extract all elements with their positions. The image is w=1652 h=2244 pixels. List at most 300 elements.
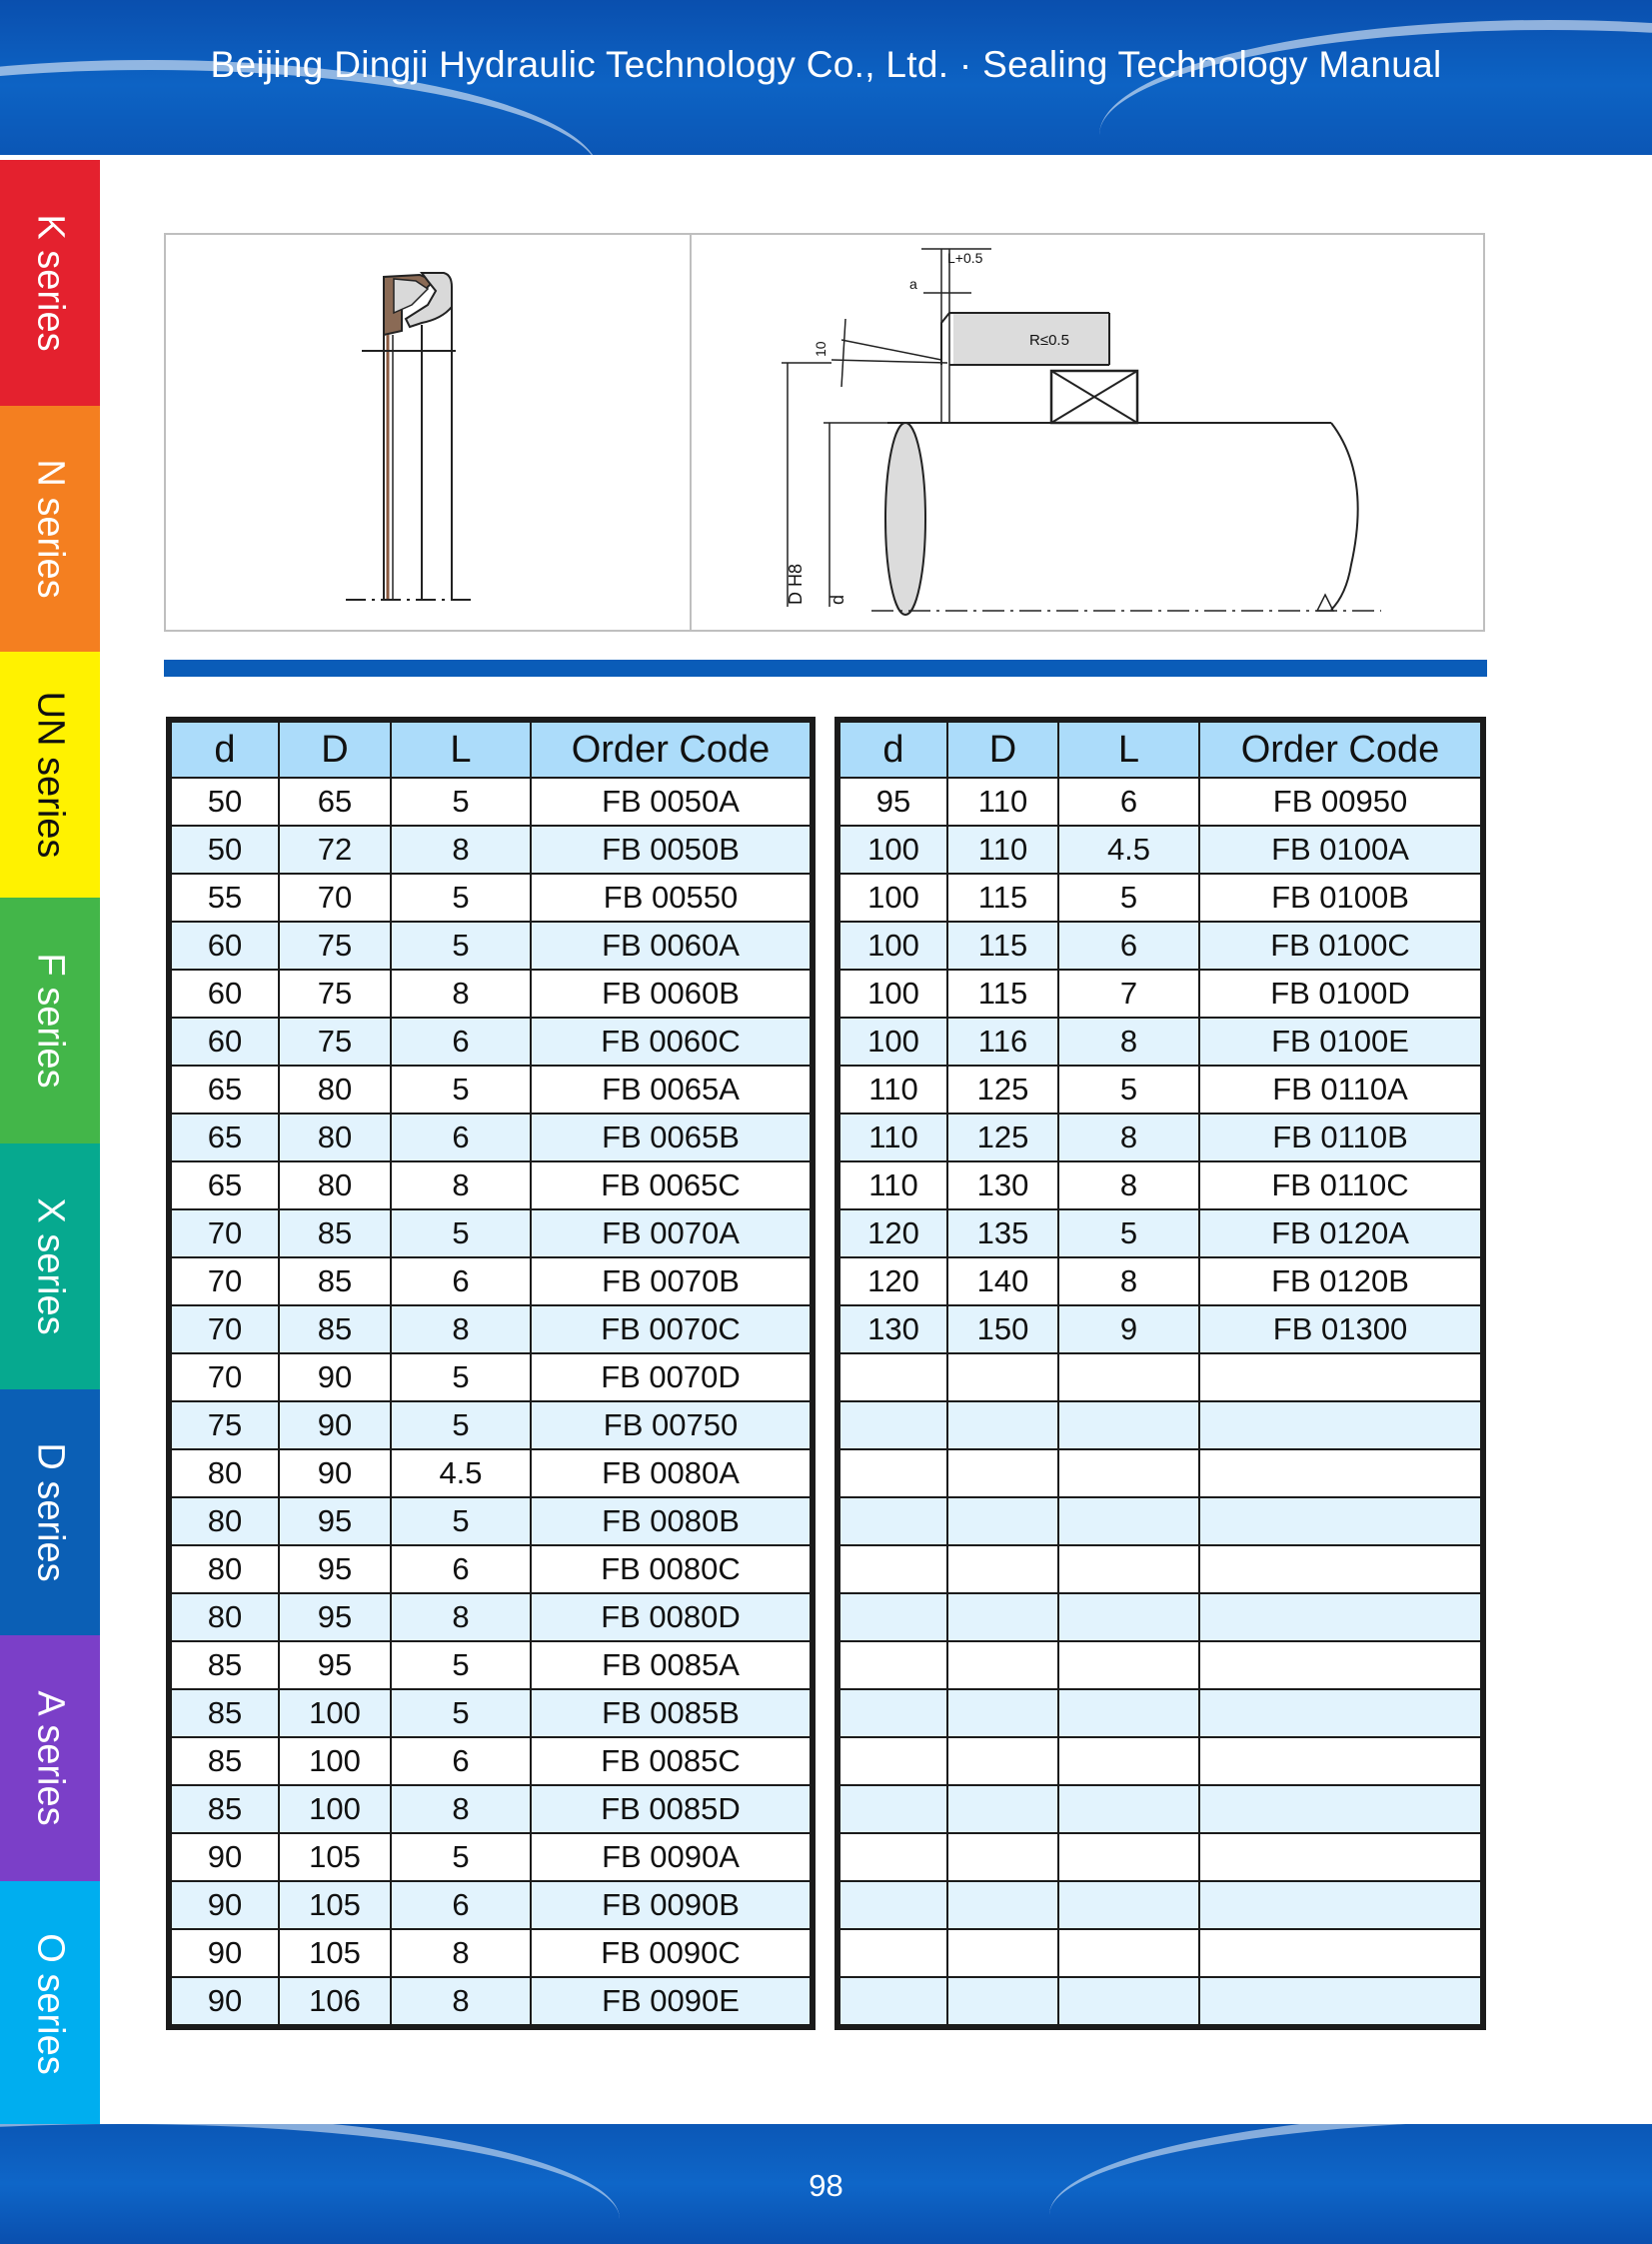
- cell-outer-diameter: 70: [279, 874, 391, 922]
- header-length: L: [391, 720, 531, 778]
- cell-order-code: FB 0090A: [531, 1833, 813, 1881]
- cell-length: 8: [391, 826, 531, 874]
- cell-order-code: FB 00950: [1199, 778, 1483, 826]
- cell-outer-diameter: 80: [279, 1161, 391, 1209]
- cell-outer-diameter: [947, 1929, 1058, 1977]
- cell-length: 8: [391, 1977, 531, 2027]
- cell-inner-diameter: 70: [169, 1209, 279, 1257]
- cell-outer-diameter: 80: [279, 1114, 391, 1161]
- cell-outer-diameter: 80: [279, 1066, 391, 1114]
- table-row: [837, 1737, 1483, 1785]
- cell-inner-diameter: 50: [169, 826, 279, 874]
- cell-order-code: FB 0100B: [1199, 874, 1483, 922]
- cell-order-code: [1199, 1641, 1483, 1689]
- cell-length: 5: [391, 1689, 531, 1737]
- cell-outer-diameter: [947, 1881, 1058, 1929]
- cell-order-code: FB 0110A: [1199, 1066, 1483, 1114]
- table-row: [837, 1066, 1483, 1114]
- cell-length: 6: [1058, 778, 1199, 826]
- cell-length: 6: [391, 1737, 531, 1785]
- cell-outer-diameter: [947, 1785, 1058, 1833]
- cell-outer-diameter: 115: [947, 970, 1058, 1018]
- cell-length: [1058, 1737, 1199, 1785]
- table-row: [837, 1833, 1483, 1881]
- table-row: [837, 922, 1483, 970]
- cell-order-code: [1199, 1593, 1483, 1641]
- cell-outer-diameter: 110: [947, 778, 1058, 826]
- cell-length: 6: [391, 1114, 531, 1161]
- cell-inner-diameter: 90: [169, 1833, 279, 1881]
- cell-order-code: [1199, 1977, 1483, 2027]
- cell-length: 5: [1058, 874, 1199, 922]
- cell-length: [1058, 1977, 1199, 2027]
- table-row: [169, 1833, 813, 1881]
- table-row: [169, 1209, 813, 1257]
- tab-k-series[interactable]: [0, 160, 100, 406]
- table-row: [169, 1018, 813, 1066]
- cell-inner-diameter: 65: [169, 1161, 279, 1209]
- cell-inner-diameter: [837, 1593, 947, 1641]
- table-row: [837, 1161, 1483, 1209]
- header-outer-diameter: D: [279, 720, 391, 778]
- table-row: [837, 1689, 1483, 1737]
- table-row: [169, 1689, 813, 1737]
- cell-order-code: [1199, 1497, 1483, 1545]
- cell-order-code: FB 0100D: [1199, 970, 1483, 1018]
- cell-outer-diameter: 125: [947, 1114, 1058, 1161]
- cell-inner-diameter: [837, 1785, 947, 1833]
- cell-inner-diameter: 70: [169, 1305, 279, 1353]
- cell-inner-diameter: 120: [837, 1209, 947, 1257]
- cell-length: [1058, 1641, 1199, 1689]
- tab-label: F series: [29, 953, 72, 1089]
- cell-inner-diameter: [837, 1881, 947, 1929]
- cell-length: 6: [391, 1881, 531, 1929]
- table-row: [837, 1641, 1483, 1689]
- size-table-right: [834, 717, 1486, 2030]
- cell-inner-diameter: [837, 1449, 947, 1497]
- cell-length: 5: [391, 1641, 531, 1689]
- cell-outer-diameter: 95: [279, 1497, 391, 1545]
- cell-outer-diameter: 75: [279, 970, 391, 1018]
- cell-outer-diameter: 95: [279, 1545, 391, 1593]
- cell-inner-diameter: 75: [169, 1401, 279, 1449]
- cell-outer-diameter: 95: [279, 1593, 391, 1641]
- cell-length: 4.5: [1058, 826, 1199, 874]
- table-row: [169, 1977, 813, 2027]
- cell-outer-diameter: 115: [947, 874, 1058, 922]
- cell-inner-diameter: 70: [169, 1353, 279, 1401]
- cell-inner-diameter: 85: [169, 1689, 279, 1737]
- cell-length: 8: [391, 1593, 531, 1641]
- cell-length: [1058, 1401, 1199, 1449]
- cell-inner-diameter: [837, 1737, 947, 1785]
- cell-inner-diameter: 80: [169, 1497, 279, 1545]
- table-row: [169, 826, 813, 874]
- tab-f-series[interactable]: [0, 898, 100, 1143]
- cell-length: 4.5: [391, 1449, 531, 1497]
- cell-length: 5: [391, 1833, 531, 1881]
- cell-length: 5: [391, 778, 531, 826]
- cell-length: 8: [1058, 1257, 1199, 1305]
- tab-label: UN series: [29, 691, 72, 859]
- table-row: [169, 1305, 813, 1353]
- cell-order-code: [1199, 1929, 1483, 1977]
- page-footer: [0, 2124, 1652, 2244]
- cell-inner-diameter: 80: [169, 1593, 279, 1641]
- table-row: [169, 1497, 813, 1545]
- cell-order-code: FB 0090E: [531, 1977, 813, 2027]
- cell-outer-diameter: 105: [279, 1929, 391, 1977]
- table-row: [169, 1114, 813, 1161]
- cell-length: 8: [391, 1161, 531, 1209]
- cell-order-code: FB 0085B: [531, 1689, 813, 1737]
- cell-order-code: [1199, 1689, 1483, 1737]
- cell-order-code: [1199, 1785, 1483, 1833]
- cell-outer-diameter: 95: [279, 1641, 391, 1689]
- cell-outer-diameter: 100: [279, 1737, 391, 1785]
- table-row: [837, 1785, 1483, 1833]
- cell-order-code: FB 0085A: [531, 1641, 813, 1689]
- header-length: L: [1058, 720, 1199, 778]
- cell-outer-diameter: 100: [279, 1689, 391, 1737]
- cell-length: [1058, 1593, 1199, 1641]
- table-row: [837, 1305, 1483, 1353]
- header-order-code: Order Code: [531, 720, 813, 778]
- table-row: [169, 970, 813, 1018]
- cell-inner-diameter: [837, 1497, 947, 1545]
- table-header-row: [169, 720, 813, 778]
- cell-outer-diameter: 85: [279, 1305, 391, 1353]
- cell-length: 5: [1058, 1066, 1199, 1114]
- cell-order-code: [1199, 1833, 1483, 1881]
- cell-outer-diameter: 72: [279, 826, 391, 874]
- cell-inner-diameter: 60: [169, 922, 279, 970]
- table-row: [169, 1161, 813, 1209]
- header-swoosh-right: [1099, 20, 1652, 155]
- cell-order-code: FB 0100E: [1199, 1018, 1483, 1066]
- header-outer-diameter: D: [947, 720, 1058, 778]
- cell-length: [1058, 1785, 1199, 1833]
- table-header-row: [837, 720, 1483, 778]
- cell-outer-diameter: 90: [279, 1353, 391, 1401]
- cell-length: 9: [1058, 1305, 1199, 1353]
- table-row: [837, 1209, 1483, 1257]
- cell-order-code: FB 0070A: [531, 1209, 813, 1257]
- table-row: [169, 1353, 813, 1401]
- cell-order-code: [1199, 1449, 1483, 1497]
- cell-inner-diameter: [837, 1401, 947, 1449]
- tab-x-series[interactable]: [0, 1143, 100, 1389]
- cell-length: [1058, 1545, 1199, 1593]
- table-row: [837, 1401, 1483, 1449]
- tab-d-series[interactable]: [0, 1389, 100, 1635]
- cell-outer-diameter: 85: [279, 1257, 391, 1305]
- cell-outer-diameter: 116: [947, 1018, 1058, 1066]
- section-divider-bar: [164, 660, 1487, 677]
- seal-cross-section-diagram: [166, 235, 690, 630]
- cell-outer-diameter: 115: [947, 922, 1058, 970]
- cell-length: 8: [391, 1305, 531, 1353]
- dim-label-a: a: [909, 276, 917, 292]
- installation-dimension-diagram: [692, 235, 1485, 630]
- cell-outer-diameter: [947, 1737, 1058, 1785]
- cell-outer-diameter: 90: [279, 1449, 391, 1497]
- page-header: [0, 0, 1652, 155]
- table-row: [837, 1353, 1483, 1401]
- cell-length: [1058, 1353, 1199, 1401]
- header-inner-diameter: d: [837, 720, 947, 778]
- table-row: [169, 1881, 813, 1929]
- tab-un-series[interactable]: [0, 652, 100, 898]
- cell-inner-diameter: 100: [837, 826, 947, 874]
- cell-inner-diameter: 110: [837, 1066, 947, 1114]
- cell-inner-diameter: 60: [169, 1018, 279, 1066]
- table-row: [169, 1449, 813, 1497]
- cell-inner-diameter: 110: [837, 1161, 947, 1209]
- cell-inner-diameter: 100: [837, 922, 947, 970]
- cell-order-code: FB 0100A: [1199, 826, 1483, 874]
- cell-order-code: FB 0060B: [531, 970, 813, 1018]
- cell-order-code: FB 0065C: [531, 1161, 813, 1209]
- cell-order-code: FB 0110B: [1199, 1114, 1483, 1161]
- cell-order-code: FB 0080A: [531, 1449, 813, 1497]
- cell-outer-diameter: [947, 1833, 1058, 1881]
- cell-length: 8: [391, 1785, 531, 1833]
- table-row: [837, 1114, 1483, 1161]
- table-row: [169, 778, 813, 826]
- cell-length: 5: [391, 1066, 531, 1114]
- cell-outer-diameter: 75: [279, 922, 391, 970]
- cell-outer-diameter: 130: [947, 1161, 1058, 1209]
- table-row: [837, 1018, 1483, 1066]
- cell-length: [1058, 1881, 1199, 1929]
- header-inner-diameter: d: [169, 720, 279, 778]
- cell-inner-diameter: 65: [169, 1066, 279, 1114]
- tab-o-series[interactable]: [0, 1881, 100, 2127]
- table-row: [837, 1593, 1483, 1641]
- tab-a-series[interactable]: [0, 1635, 100, 1881]
- tab-label: K series: [29, 214, 72, 352]
- cell-length: 6: [391, 1257, 531, 1305]
- cell-order-code: FB 0050A: [531, 778, 813, 826]
- cell-length: [1058, 1833, 1199, 1881]
- table-row: [169, 1257, 813, 1305]
- cell-length: 7: [1058, 970, 1199, 1018]
- cell-length: [1058, 1497, 1199, 1545]
- cell-length: 6: [391, 1018, 531, 1066]
- cell-inner-diameter: 90: [169, 1929, 279, 1977]
- cell-order-code: FB 0070C: [531, 1305, 813, 1353]
- cell-inner-diameter: [837, 1545, 947, 1593]
- cell-length: [1058, 1449, 1199, 1497]
- cell-inner-diameter: 70: [169, 1257, 279, 1305]
- cell-inner-diameter: 65: [169, 1114, 279, 1161]
- cell-outer-diameter: 75: [279, 1018, 391, 1066]
- cell-outer-diameter: 106: [279, 1977, 391, 2027]
- cell-length: 8: [391, 1929, 531, 1977]
- tab-label: O series: [29, 1933, 72, 2075]
- cell-order-code: FB 0085D: [531, 1785, 813, 1833]
- cell-outer-diameter: 135: [947, 1209, 1058, 1257]
- cell-inner-diameter: 100: [837, 970, 947, 1018]
- table-row: [169, 1929, 813, 1977]
- cell-inner-diameter: [837, 1641, 947, 1689]
- cell-order-code: FB 0080C: [531, 1545, 813, 1593]
- cell-outer-diameter: 100: [279, 1785, 391, 1833]
- dim-label-bore: D H8: [786, 563, 806, 605]
- seal-drawing-figure: [164, 233, 1485, 632]
- cell-inner-diameter: 100: [837, 1018, 947, 1066]
- cell-order-code: FB 0080B: [531, 1497, 813, 1545]
- cell-order-code: FB 0060A: [531, 922, 813, 970]
- cell-outer-diameter: 150: [947, 1305, 1058, 1353]
- dim-label-angle: 10: [813, 341, 828, 357]
- cell-outer-diameter: [947, 1353, 1058, 1401]
- cell-inner-diameter: 85: [169, 1737, 279, 1785]
- table-row: [169, 1401, 813, 1449]
- cell-inner-diameter: 90: [169, 1881, 279, 1929]
- cell-length: 8: [1058, 1161, 1199, 1209]
- cell-length: 6: [1058, 922, 1199, 970]
- cell-inner-diameter: [837, 1929, 947, 1977]
- tab-n-series[interactable]: [0, 406, 100, 652]
- cell-inner-diameter: 85: [169, 1641, 279, 1689]
- cell-inner-diameter: 90: [169, 1977, 279, 2027]
- table-row: [169, 922, 813, 970]
- cell-length: 5: [391, 1209, 531, 1257]
- table-row: [837, 826, 1483, 874]
- cell-length: 6: [391, 1545, 531, 1593]
- table-row: [837, 1545, 1483, 1593]
- cell-order-code: FB 0050B: [531, 826, 813, 874]
- cell-length: 5: [391, 1497, 531, 1545]
- cell-order-code: FB 0070D: [531, 1353, 813, 1401]
- cell-outer-diameter: 90: [279, 1401, 391, 1449]
- table-row: [169, 1737, 813, 1785]
- cell-outer-diameter: [947, 1641, 1058, 1689]
- cell-outer-diameter: 110: [947, 826, 1058, 874]
- dim-label-radius: R≤0.5: [1029, 332, 1069, 349]
- table-row: [169, 874, 813, 922]
- cell-outer-diameter: [947, 1689, 1058, 1737]
- cell-inner-diameter: 80: [169, 1545, 279, 1593]
- cell-length: 8: [1058, 1018, 1199, 1066]
- page-number: 98: [809, 2168, 843, 2203]
- cell-outer-diameter: [947, 1401, 1058, 1449]
- cell-length: [1058, 1929, 1199, 1977]
- cell-inner-diameter: 85: [169, 1785, 279, 1833]
- cell-outer-diameter: 125: [947, 1066, 1058, 1114]
- cell-order-code: FB 0120B: [1199, 1257, 1483, 1305]
- cell-inner-diameter: [837, 1833, 947, 1881]
- cell-inner-diameter: 55: [169, 874, 279, 922]
- cell-inner-diameter: 120: [837, 1257, 947, 1305]
- table-row: [837, 1881, 1483, 1929]
- cell-order-code: FB 0060C: [531, 1018, 813, 1066]
- size-table-left: [166, 717, 816, 2030]
- cell-order-code: [1199, 1737, 1483, 1785]
- cell-length: 8: [1058, 1114, 1199, 1161]
- cell-order-code: FB 0110C: [1199, 1161, 1483, 1209]
- table-row: [837, 1497, 1483, 1545]
- cell-inner-diameter: 95: [837, 778, 947, 826]
- cell-order-code: FB 0090B: [531, 1881, 813, 1929]
- cell-order-code: FB 0065B: [531, 1114, 813, 1161]
- header-order-code: Order Code: [1199, 720, 1483, 778]
- cell-order-code: FB 0065A: [531, 1066, 813, 1114]
- cell-order-code: FB 01300: [1199, 1305, 1483, 1353]
- header-title: Beijing Dingji Hydraulic Technology Co., Ltd. · Sealing Technology Manual: [210, 44, 1442, 85]
- table-row: [837, 874, 1483, 922]
- cell-outer-diameter: 140: [947, 1257, 1058, 1305]
- cell-inner-diameter: [837, 1977, 947, 2027]
- cell-length: [1058, 1689, 1199, 1737]
- cell-length: 5: [391, 1353, 531, 1401]
- table-row: [169, 1785, 813, 1833]
- cell-length: 5: [391, 874, 531, 922]
- cell-length: 5: [391, 922, 531, 970]
- tab-label: D series: [29, 1442, 72, 1582]
- cell-order-code: [1199, 1401, 1483, 1449]
- dim-label-l: L+0.5: [947, 250, 983, 266]
- tab-label: N series: [29, 459, 72, 599]
- cell-outer-diameter: 105: [279, 1881, 391, 1929]
- cell-order-code: [1199, 1353, 1483, 1401]
- cell-order-code: FB 0070B: [531, 1257, 813, 1305]
- cell-inner-diameter: [837, 1353, 947, 1401]
- table-row: [169, 1593, 813, 1641]
- cell-outer-diameter: [947, 1497, 1058, 1545]
- cell-order-code: FB 0085C: [531, 1737, 813, 1785]
- cell-inner-diameter: 60: [169, 970, 279, 1018]
- table-row: [837, 1977, 1483, 2027]
- cell-outer-diameter: 105: [279, 1833, 391, 1881]
- cell-inner-diameter: 100: [837, 874, 947, 922]
- cell-inner-diameter: [837, 1689, 947, 1737]
- table-row: [837, 1449, 1483, 1497]
- cell-order-code: FB 0090C: [531, 1929, 813, 1977]
- cell-inner-diameter: 130: [837, 1305, 947, 1353]
- cell-order-code: FB 00550: [531, 874, 813, 922]
- cell-order-code: FB 0100C: [1199, 922, 1483, 970]
- cell-order-code: FB 00750: [531, 1401, 813, 1449]
- cell-length: 8: [391, 970, 531, 1018]
- cell-outer-diameter: [947, 1593, 1058, 1641]
- dim-label-shaft: d: [827, 594, 847, 605]
- cell-inner-diameter: 50: [169, 778, 279, 826]
- table-row: [169, 1641, 813, 1689]
- cell-order-code: [1199, 1545, 1483, 1593]
- cell-length: 5: [1058, 1209, 1199, 1257]
- table-row: [837, 1929, 1483, 1977]
- cell-outer-diameter: 85: [279, 1209, 391, 1257]
- cell-outer-diameter: [947, 1449, 1058, 1497]
- tab-label: X series: [29, 1197, 72, 1335]
- cell-length: 5: [391, 1401, 531, 1449]
- cell-outer-diameter: [947, 1977, 1058, 2027]
- cell-outer-diameter: [947, 1545, 1058, 1593]
- table-row: [837, 1257, 1483, 1305]
- tab-label: A series: [29, 1690, 72, 1826]
- cell-order-code: [1199, 1881, 1483, 1929]
- cell-outer-diameter: 65: [279, 778, 391, 826]
- cell-order-code: FB 0080D: [531, 1593, 813, 1641]
- table-row: [837, 778, 1483, 826]
- table-row: [837, 970, 1483, 1018]
- cell-inner-diameter: 80: [169, 1449, 279, 1497]
- cell-order-code: FB 0120A: [1199, 1209, 1483, 1257]
